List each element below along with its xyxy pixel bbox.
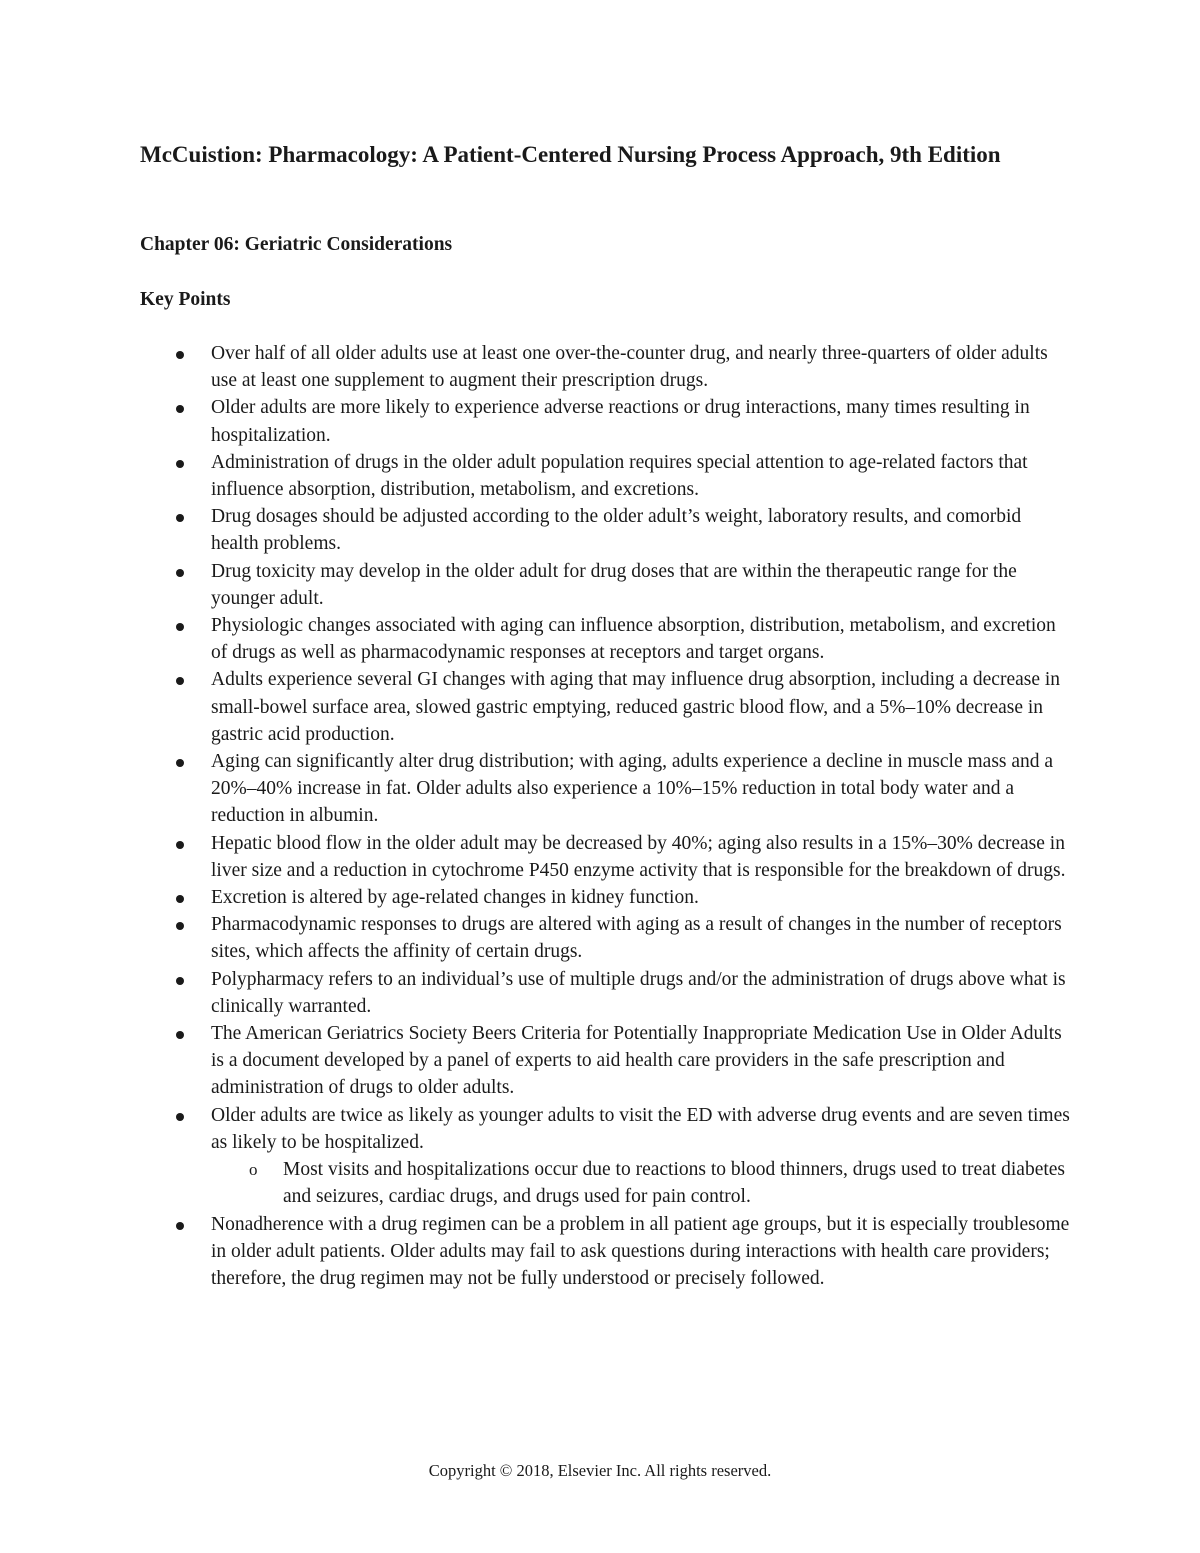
sub-list-item-text: Most visits and hospitalizations occur due to reactions to blood thinners, drugs used to treat diabetes and seizures, cardiac drugs, and drugs used for pain control. bbox=[283, 1159, 1066, 1208]
bullet-icon bbox=[176, 569, 184, 577]
list-item bbox=[140, 503, 1070, 557]
bullet-icon bbox=[176, 1031, 184, 1039]
list-item-text: Hepatic blood flow in the older adult may be decreased by 40%; aging also results in a 15%–30% decrease in liver size and a reduction in cytochrome P450 enzyme activity that is responsible for the breakdown of drugs. bbox=[211, 832, 1066, 881]
bullet-icon bbox=[176, 759, 184, 767]
list-item bbox=[140, 884, 1070, 911]
bullet-icon bbox=[176, 977, 184, 985]
list-item bbox=[140, 449, 1070, 503]
bullet-icon bbox=[176, 514, 184, 522]
bullet-icon bbox=[176, 1222, 184, 1230]
sub-bullet-icon: o bbox=[249, 1160, 258, 1180]
bullet-icon bbox=[176, 623, 184, 631]
list-item-text: Physiologic changes associated with aging can influence absorption, distribution, metabolism, and excretion of drugs as well as pharmacodynamic responses at receptors and target organs. bbox=[211, 615, 1056, 664]
bullet-icon bbox=[176, 460, 184, 468]
sub-list bbox=[211, 1156, 1070, 1210]
list-item-text: Older adults are twice as likely as younger adults to visit the ED with adverse drug events and are seven times as likely to be hospitalized. bbox=[211, 1104, 1070, 1153]
page-title: McCuistion: Pharmacology: A Patient-Centered Nursing Process Approach, 9th Edition bbox=[140, 142, 1001, 167]
list-item bbox=[140, 340, 1070, 394]
list-item-text: The American Geriatrics Society Beers Criteria for Potentially Inappropriate Medication Use in Older Adults is a document developed by a panel of experts to aid health care providers in the safe prescription and administration of drugs to older adults. bbox=[211, 1023, 1062, 1099]
list-item-text: Drug dosages should be adjusted according to the older adult’s weight, laboratory results, and comorbid health problems. bbox=[211, 506, 1022, 555]
list-item bbox=[140, 966, 1070, 1020]
list-item bbox=[140, 1211, 1070, 1293]
bullet-icon bbox=[176, 351, 184, 359]
list-item-text: Adults experience several GI changes with aging that may influence drug absorption, including a decrease in small-bowel surface area, slowed gastric emptying, reduced gastric blood flow, and a 5%–10% decrease in gastric acid production. bbox=[211, 669, 1061, 745]
section-heading: Key Points bbox=[140, 289, 231, 310]
bullet-icon bbox=[176, 1113, 184, 1121]
list-item bbox=[140, 748, 1070, 830]
list-item-text: Administration of drugs in the older adult population requires special attention to age-related factors that influence absorption, distribution, metabolism, and excretions. bbox=[211, 451, 1028, 501]
list-item-text: Aging can significantly alter drug distribution; with aging, adults experience a decline in muscle mass and a 20%–40% increase in fat. Older adults also experience a 10%–15% reduction in total body water and a reduction in albumin. bbox=[211, 751, 1054, 827]
list-item-text: Excretion is altered by age-related changes in kidney function. bbox=[211, 887, 699, 909]
bullet-icon bbox=[176, 677, 184, 685]
bullet-icon bbox=[176, 895, 184, 903]
list-item-text: Nonadherence with a drug regimen can be a problem in all patient age groups, but it is especially troublesome in older adult patients. Older adults may fail to ask questions during interactions with health care providers; therefore, the drug regimen may not be fully understood or precisely followed. bbox=[211, 1213, 1070, 1289]
list-item bbox=[140, 394, 1070, 448]
copyright-footer: Copyright © 2018, Elsevier Inc. All rights reserved. bbox=[428, 1461, 772, 1480]
list-item-text: Polypharmacy refers to an individual’s use of multiple drugs and/or the administration of drugs above what is clinically warranted. bbox=[211, 968, 1066, 1017]
sub-list-item bbox=[211, 1156, 1070, 1210]
bullet-icon bbox=[176, 405, 184, 413]
bullet-icon bbox=[176, 922, 184, 930]
list-item bbox=[140, 558, 1070, 612]
list-item bbox=[140, 666, 1070, 748]
list-item bbox=[140, 911, 1070, 965]
list-item bbox=[140, 830, 1070, 884]
list-item-text: Drug toxicity may develop in the older adult for drug doses that are within the therapeutic range for the younger adult. bbox=[211, 560, 1017, 609]
list-item-text: Pharmacodynamic responses to drugs are altered with aging as a result of changes in the number of receptors sites, which affects the affinity of certain drugs. bbox=[211, 914, 1062, 963]
bullet-icon bbox=[176, 841, 184, 849]
list-item-text: Over half of all older adults use at least one over-the-counter drug, and nearly three-quarters of older adults use at least one supplement to augment their prescription drugs. bbox=[211, 343, 1048, 392]
list-item bbox=[140, 612, 1070, 666]
list-item-text: Older adults are more likely to experience adverse reactions or drug interactions, many times resulting in hospitalization. bbox=[211, 397, 1030, 446]
list-item bbox=[140, 1020, 1070, 1102]
key-points-list bbox=[140, 340, 1070, 1292]
list-item bbox=[140, 1102, 1070, 1211]
chapter-heading: Chapter 06: Geriatric Considerations bbox=[140, 234, 453, 255]
